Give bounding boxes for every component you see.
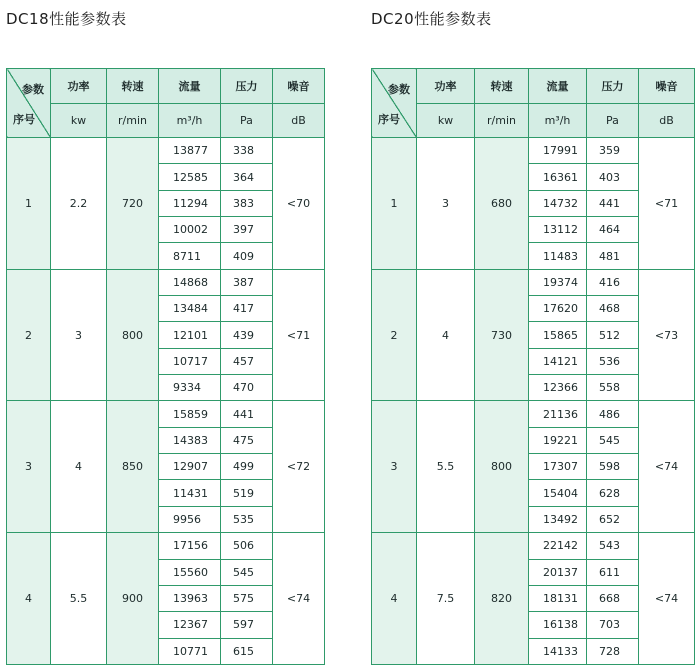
- flow-cell: 19221: [529, 427, 587, 453]
- table-row: [7, 533, 325, 559]
- pressure-cell: 543: [587, 533, 639, 559]
- pressure-cell: 441: [221, 401, 273, 427]
- pressure-cell: 628: [587, 480, 639, 506]
- flow-cell: 15404: [529, 480, 587, 506]
- pressure-cell: 575: [221, 585, 273, 611]
- pressure-cell: 403: [587, 164, 639, 190]
- flow-cell: 12367: [159, 612, 221, 638]
- pressure-cell: 468: [587, 296, 639, 322]
- pressure-cell: 668: [587, 585, 639, 611]
- index-cell: 3: [7, 401, 51, 533]
- index-cell: 1: [372, 138, 417, 270]
- flow-cell: 14133: [529, 638, 587, 664]
- flow-cell: 14121: [529, 348, 587, 374]
- flow-cell: 21136: [529, 401, 587, 427]
- param-index-header: [7, 69, 51, 138]
- table-row: [372, 138, 695, 164]
- noise-cell: <73: [639, 269, 695, 401]
- flow-cell: 17156: [159, 533, 221, 559]
- index-cell: 2: [7, 269, 51, 401]
- flow-cell: 17991: [529, 138, 587, 164]
- pressure-cell: 486: [587, 401, 639, 427]
- flow-cell: 12907: [159, 454, 221, 480]
- pressure-cell: 397: [221, 217, 273, 243]
- dc20-performance-table: [371, 68, 695, 665]
- dc20-table-body: [372, 138, 695, 665]
- noise-cell: <70: [273, 138, 325, 270]
- pressure-header: 压力: [587, 69, 639, 104]
- power-unit: kw: [51, 104, 107, 138]
- index-cell: 2: [372, 269, 417, 401]
- pressure-cell: 611: [587, 559, 639, 585]
- pressure-cell: 545: [221, 559, 273, 585]
- pressure-cell: 506: [221, 533, 273, 559]
- power-unit: kw: [417, 104, 475, 138]
- index-cell: 3: [372, 401, 417, 533]
- flow-cell: 20137: [529, 559, 587, 585]
- noise-cell: <74: [273, 533, 325, 665]
- speed-cell: 730: [475, 269, 529, 401]
- flow-cell: 11431: [159, 480, 221, 506]
- index-cell: 4: [7, 533, 51, 665]
- pressure-cell: 652: [587, 506, 639, 532]
- flow-cell: 14868: [159, 269, 221, 295]
- table-row: [372, 269, 695, 295]
- pressure-cell: 387: [221, 269, 273, 295]
- speed-cell: 820: [475, 533, 529, 665]
- noise-cell: <71: [273, 269, 325, 401]
- table-row: [7, 138, 325, 164]
- dc18-table-body: [7, 138, 325, 665]
- flow-cell: 12366: [529, 375, 587, 401]
- pressure-cell: 536: [587, 348, 639, 374]
- flow-cell: 13492: [529, 506, 587, 532]
- flow-cell: 22142: [529, 533, 587, 559]
- power-cell: 4: [51, 401, 107, 533]
- pressure-cell: 364: [221, 164, 273, 190]
- index-label: 序号: [378, 113, 400, 126]
- flow-cell: 13877: [159, 138, 221, 164]
- pressure-unit: Pa: [221, 104, 273, 138]
- power-cell: 5.5: [51, 533, 107, 665]
- pressure-header: 压力: [221, 69, 273, 104]
- table-row: [372, 401, 695, 427]
- pressure-cell: 416: [587, 269, 639, 295]
- pressure-cell: 464: [587, 217, 639, 243]
- table-row: [7, 401, 325, 427]
- param-label: 参数: [388, 83, 410, 96]
- flow-cell: 15865: [529, 322, 587, 348]
- index-cell: 1: [7, 138, 51, 270]
- flow-cell: 16138: [529, 612, 587, 638]
- pressure-cell: 558: [587, 375, 639, 401]
- flow-cell: 15560: [159, 559, 221, 585]
- dc18-table-title: DC18性能参数表: [6, 10, 127, 28]
- pressure-cell: 598: [587, 454, 639, 480]
- flow-cell: 10771: [159, 638, 221, 664]
- flow-cell: 12101: [159, 322, 221, 348]
- dc20-table-title: DC20性能参数表: [371, 10, 492, 28]
- param-label: 参数: [22, 83, 44, 96]
- flow-cell: 13112: [529, 217, 587, 243]
- noise-cell: <72: [273, 401, 325, 533]
- dc18-performance-table: [6, 68, 325, 665]
- table-row: [7, 269, 325, 295]
- speed-cell: 680: [475, 138, 529, 270]
- speed-cell: 800: [475, 401, 529, 533]
- power-cell: 2.2: [51, 138, 107, 270]
- speed-unit: r/min: [107, 104, 159, 138]
- pressure-cell: 728: [587, 638, 639, 664]
- power-cell: 5.5: [417, 401, 475, 533]
- table-row: [372, 533, 695, 559]
- pressure-cell: 359: [587, 138, 639, 164]
- pressure-cell: 475: [221, 427, 273, 453]
- flow-cell: 10717: [159, 348, 221, 374]
- pressure-cell: 703: [587, 612, 639, 638]
- flow-cell: 17307: [529, 454, 587, 480]
- noise-cell: <71: [639, 138, 695, 270]
- flow-header: 流量: [529, 69, 587, 104]
- pressure-cell: 409: [221, 243, 273, 269]
- speed-unit: r/min: [475, 104, 529, 138]
- pressure-cell: 383: [221, 190, 273, 216]
- index-cell: 4: [372, 533, 417, 665]
- pressure-cell: 417: [221, 296, 273, 322]
- pressure-cell: 519: [221, 480, 273, 506]
- pressure-cell: 545: [587, 427, 639, 453]
- flow-cell: 16361: [529, 164, 587, 190]
- power-cell: 3: [417, 138, 475, 270]
- flow-header: 流量: [159, 69, 221, 104]
- pressure-cell: 481: [587, 243, 639, 269]
- flow-cell: 11483: [529, 243, 587, 269]
- flow-cell: 13484: [159, 296, 221, 322]
- pressure-cell: 499: [221, 454, 273, 480]
- flow-cell: 12585: [159, 164, 221, 190]
- power-cell: 4: [417, 269, 475, 401]
- pressure-cell: 615: [221, 638, 273, 664]
- flow-cell: 18131: [529, 585, 587, 611]
- index-label: 序号: [13, 113, 35, 126]
- noise-header: 噪音: [273, 69, 325, 104]
- power-cell: 7.5: [417, 533, 475, 665]
- speed-cell: 900: [107, 533, 159, 665]
- flow-cell: 19374: [529, 269, 587, 295]
- flow-cell: 14732: [529, 190, 587, 216]
- noise-cell: <74: [639, 401, 695, 533]
- flow-cell: 15859: [159, 401, 221, 427]
- flow-cell: 13963: [159, 585, 221, 611]
- noise-header: 噪音: [639, 69, 695, 104]
- noise-cell: <74: [639, 533, 695, 665]
- flow-cell: 10002: [159, 217, 221, 243]
- speed-cell: 720: [107, 138, 159, 270]
- power-header: 功率: [417, 69, 475, 104]
- pressure-cell: 535: [221, 506, 273, 532]
- pressure-unit: Pa: [587, 104, 639, 138]
- pressure-cell: 441: [587, 190, 639, 216]
- pressure-cell: 457: [221, 348, 273, 374]
- flow-unit: m³/h: [529, 104, 587, 138]
- flow-cell: 9956: [159, 506, 221, 532]
- speed-cell: 800: [107, 269, 159, 401]
- flow-cell: 14383: [159, 427, 221, 453]
- pressure-cell: 597: [221, 612, 273, 638]
- flow-cell: 17620: [529, 296, 587, 322]
- pressure-cell: 338: [221, 138, 273, 164]
- speed-header: 转速: [107, 69, 159, 104]
- power-cell: 3: [51, 269, 107, 401]
- flow-cell: 8711: [159, 243, 221, 269]
- flow-unit: m³/h: [159, 104, 221, 138]
- power-header: 功率: [51, 69, 107, 104]
- pressure-cell: 512: [587, 322, 639, 348]
- pressure-cell: 470: [221, 375, 273, 401]
- speed-header: 转速: [475, 69, 529, 104]
- noise-unit: dB: [639, 104, 695, 138]
- pressure-cell: 439: [221, 322, 273, 348]
- speed-cell: 850: [107, 401, 159, 533]
- noise-unit: dB: [273, 104, 325, 138]
- flow-cell: 11294: [159, 190, 221, 216]
- flow-cell: 9334: [159, 375, 221, 401]
- param-index-header: [372, 69, 417, 138]
